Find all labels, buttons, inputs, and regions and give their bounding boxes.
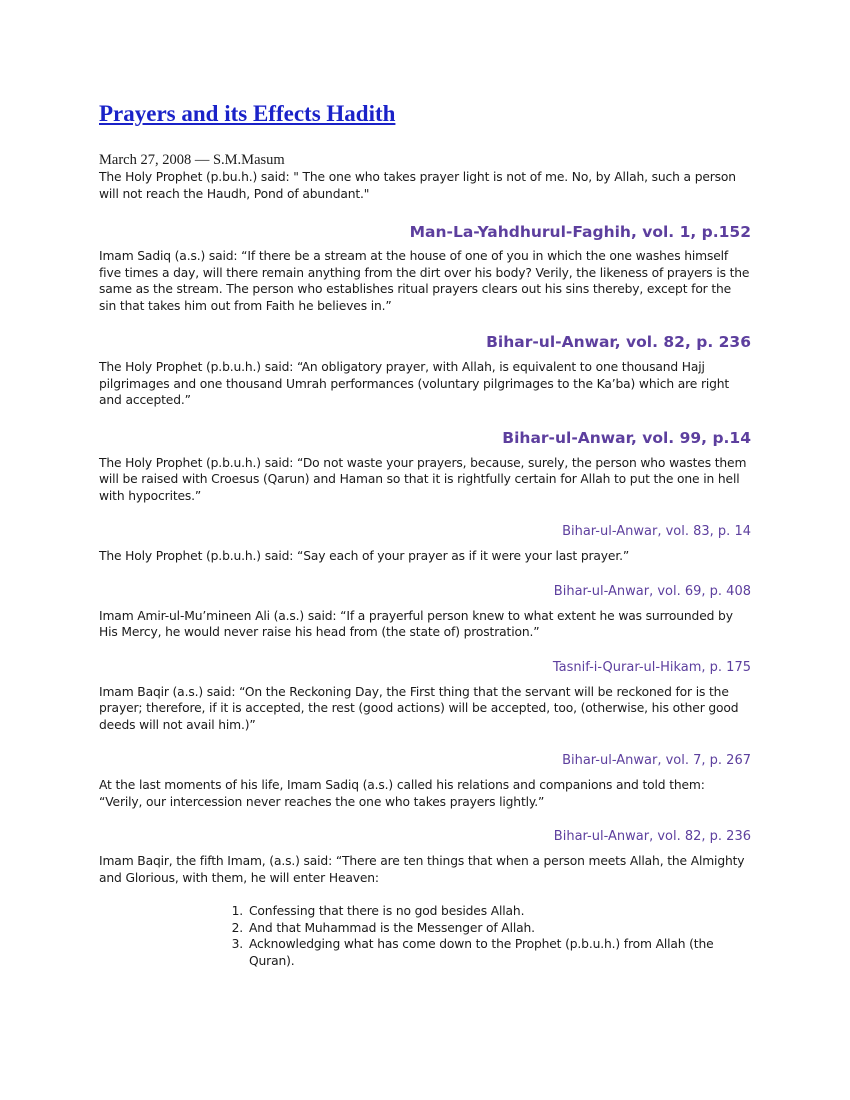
hadith-text: Imam Sadiq (a.s.) said: “If there be a stream at the house of one of you in which the one washes himself five times a day, will there remain anything from the dirt over his body? Verily, the likeness of prayers is the same as the stream. The person who establishes ritual prayers clears out his sins thereby, except for the sin that takes him out from Faith he believes in.”	[99, 249, 750, 313]
hadith-source: Man-La-Yahdhurul-Faghih, vol. 1, p.152	[409, 223, 751, 241]
list-number: 2.	[231, 920, 243, 935]
hadith-text: The Holy Prophet (p.b.u.h.) said: “An obligatory prayer, with Allah, is equivalent to one thousand Hajj pilgrimages and one thousand Umrah performances (voluntary pilgrimages to the Ka’ba) which are right and accepted.”	[99, 360, 730, 407]
hadith-source: Bihar-ul-Anwar, vol. 83, p. 14	[562, 524, 751, 539]
hadith-text: The Holy Prophet (p.b.u.h.) said: “Do not waste your prayers, because, surely, the person who wastes them will be raised with Croesus (Qarun) and Haman so that it is rightfully certain for Allah to put the one in hell with hypocrites.”	[99, 455, 747, 503]
hadith-source: Bihar-ul-Anwar, vol. 82, p. 236	[486, 333, 751, 351]
list-item-text: Confessing that there is no god besides Allah.	[249, 904, 525, 918]
list-item-text: And that Muhammad is the Messenger of Allah.	[249, 920, 535, 935]
byline: March 27, 2008 — S.M.Masum	[99, 152, 285, 168]
hadith-text: Imam Amir-ul-Mu’mineen Ali (a.s.) said: “If a prayerful person knew to what extent he was surrounded by His Mercy, he would never raise his head from (the state of) prostration.”	[99, 608, 733, 639]
hadith-source: Bihar-ul-Anwar, vol. 69, p. 408	[553, 583, 751, 599]
hadith-source: Bihar-ul-Anwar, vol. 99, p.14	[502, 428, 751, 447]
ten-things-list	[99, 903, 751, 969]
list-item	[231, 903, 751, 920]
list-item	[231, 920, 751, 937]
list-item-text: Acknowledging what has come down to the Prophet (p.b.u.h.) from Allah (the Quran).	[249, 937, 714, 968]
hadith-text: Imam Baqir, the fifth Imam, (a.s.) said: “There are ten things that when a person meets Allah, the Almighty and Glorious, with them, he will enter Heaven:	[99, 854, 745, 885]
hadith-text: Imam Baqir (a.s.) said: “On the Reckoning Day, the First thing that the servant will be reckoned for is the prayer; therefore, if it is accepted, the rest (good actions) will be accepted, too, (otherwise, his other good deeds will not avail him.)”	[99, 684, 739, 732]
hadith-source: Tasnif-i-Qurar-ul-Hikam, p. 175	[552, 659, 751, 675]
hadith-source: Bihar-ul-Anwar, vol. 82, p. 236	[553, 829, 751, 844]
list-number: 3.	[231, 937, 243, 951]
list-item	[231, 936, 751, 969]
hadith-text: The Holy Prophet (p.b.u.h.) said: “Say each of your prayer as if it were your last prayer.”	[99, 549, 630, 563]
hadith-text: The Holy Prophet (p.bu.h.) said: " The one who takes prayer light is not of me. No, by Allah, such a person will not reach the Haudh, Pond of abundant."	[99, 170, 736, 201]
document-page	[99, 100, 751, 969]
hadith-source: Bihar-ul-Anwar, vol. 7, p. 267	[562, 753, 751, 768]
hadith-text: At the last moments of his life, Imam Sadiq (a.s.) called his relations and companions and told them: “Verily, our intercession never reaches the one who takes prayers lightly.”	[99, 778, 705, 809]
list-number: 1.	[231, 904, 243, 918]
page-title[interactable]: Prayers and its Effects Hadith	[99, 101, 396, 126]
